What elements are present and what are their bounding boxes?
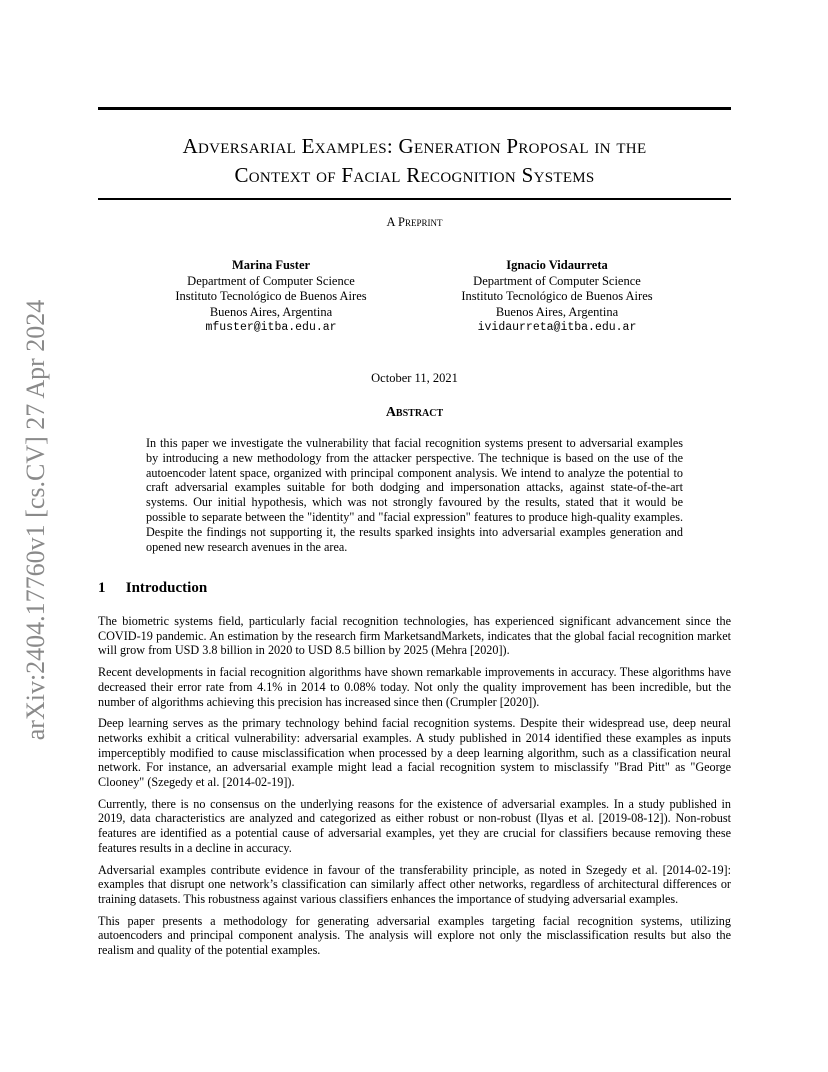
author-location: Buenos Aires, Argentina	[495, 304, 619, 319]
author-department: Department of Computer Science	[473, 273, 641, 288]
author-block-2	[427, 258, 687, 336]
author-name: Ignacio Vidaurreta	[506, 258, 608, 272]
paragraph: This paper presents a methodology for generating adversarial examples targeting facial recognition systems, utilizing autoencoders and principal component analysis. The analysis will explore not only the misclassification results but also the realism and quality of the potential examples.	[98, 913, 731, 958]
author-institution: Instituto Tecnológico de Buenos Aires	[461, 289, 653, 303]
paragraph: The biometric systems field, particularly facial recognition technologies, has experienced significant advancement since the COVID-19 pandemic. An estimation by the research firm MarketsandMarkets, indicates that the global facial recognition market will grow from USD 3.8 billion in 2020 to USD 8.5 billion by 2025 (Mehra [2020]).	[98, 614, 731, 658]
author-email[interactable]: mfuster@itba.edu.ar	[205, 321, 337, 334]
author-department: Department of Computer Science	[187, 273, 355, 288]
author-institution: Instituto Tecnológico de Buenos Aires	[175, 289, 367, 303]
author-name: Marina Fuster	[231, 258, 311, 272]
arxiv-identifier-stamp: arXiv:2404.17760v1 [cs.CV] 27 Apr 2024	[21, 299, 50, 741]
author-email[interactable]: ividaurreta@itba.edu.ar	[477, 321, 637, 334]
abstract-heading: Abstract	[385, 405, 444, 420]
paragraph: Adversarial examples contribute evidence in favour of the transferability principle, as noted in Szegedy et al. [2014-02-19]: examples that disrupt one network’s classification can similarly affect other networks, regardless of architectural differences or training datasets. This robustness against various classifiers enhances the importance of studying adversarial examples.	[98, 862, 731, 906]
paper-title	[98, 132, 731, 190]
title-line-2: Context of Facial Recognition Systems	[234, 163, 595, 187]
abstract-text: In this paper we investigate the vulnerability that facial recognition systems present to adversarial examples by introducing a new methodology from the attacker perspective. The technique is based on the use of the autoencoder latent space, organized with principal component analysis. We intend to analyze the potential to craft adversarial examples suitable for both dodging and impersonation attacks, against state-of-the-art systems. Our initial hypothesis, which was not strongly favoured by the results, stated that it would be possible to separate between the "identity" and "facial expression" features to produce high-quality examples. Despite the findings not supporting it, the results sparked insights into adversarial examples generation and opened new research avenues in the area.	[146, 436, 683, 554]
title-line-1: Adversarial Examples: Generation Proposal in the	[182, 134, 647, 158]
introduction-body	[98, 614, 731, 965]
title-top-rule	[98, 107, 731, 110]
paragraph: Deep learning serves as the primary technology behind facial recognition systems. Despite their widespread use, deep neural networks exhibit a critical vulnerability: adversarial examples. A study published in 2014 identified these examples as inputs imperceptibly modified to cause misclassification when processed by a deep learning algorithm, such as a classification neural network. For instance, an adversarial example might lead a facial recognition system to misclassify "Brad Pitt" as "George Clooney" (Szegedy et al. [2014-02-19]).	[98, 716, 731, 790]
section-title: Introduction	[125, 580, 208, 596]
paper-date: October 11, 2021	[371, 371, 458, 385]
author-location: Buenos Aires, Argentina	[209, 304, 333, 319]
preprint-label: A Preprint	[386, 215, 443, 229]
paragraph: Recent developments in facial recognition algorithms have shown remarkable improvements in accuracy. These algorithms have decreased their error rate from 4.1% in 2014 to 0.08% today. Not only the quality improvement has been incredible, but the number of algorithms achieving this precision has increased since then (Crumpler [2020]).	[98, 665, 731, 709]
section-heading-introduction	[98, 580, 207, 597]
author-block-1	[141, 258, 401, 336]
paragraph: Currently, there is no consensus on the underlying reasons for the existence of adversarial examples. In a study published in 2019, data characteristics are analyzed and categorized as either robust or non-robust (Ilyas et al. [2019-08-12]). Non-robust features are identified as a potential cause of adversarial examples, yet they are crucial for classifiers because removing these features results in a decline in accuracy.	[98, 796, 731, 855]
title-bottom-rule	[98, 198, 731, 200]
section-number: 1	[98, 580, 106, 596]
